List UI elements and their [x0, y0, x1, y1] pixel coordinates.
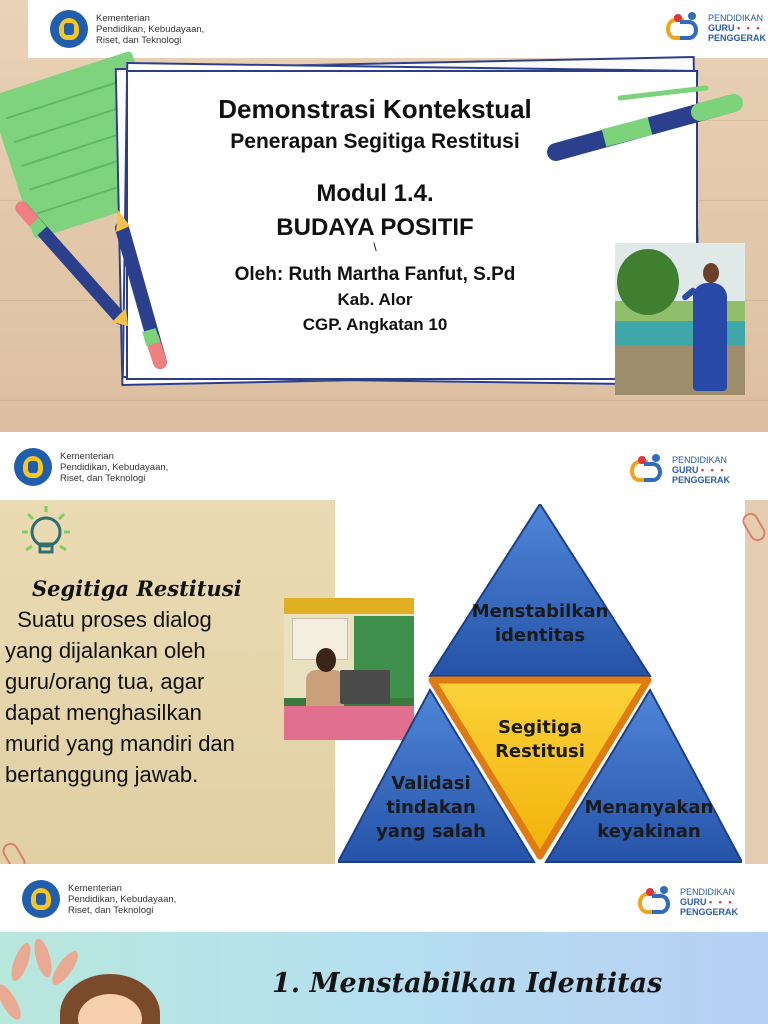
left-pencil-icon: [22, 208, 128, 326]
pgp-line: PENDIDIKAN: [680, 887, 736, 897]
modul-number: Modul 1.4.: [316, 180, 434, 207]
slide-1-title: Demonstrasi Kontekstual: [218, 94, 532, 124]
definition-line: Suatu proses dialog: [5, 607, 212, 632]
restitution-triangle-diagram: [338, 504, 742, 864]
definition-line: dapat menghasilkan: [5, 700, 202, 725]
slide-2-header: [0, 432, 768, 500]
pgp-line: GURU • • •: [680, 897, 734, 907]
definition-line: yang dijalankan oleh: [5, 638, 206, 663]
slide-1: [0, 0, 768, 432]
author-photo: [615, 243, 745, 395]
guru-penggerak-logo-block: [638, 886, 738, 918]
definition-line: murid yang mandiri dan: [5, 731, 235, 756]
kemen-line: Kementerian: [60, 450, 114, 462]
triangle-center-label: Segitiga Restitusi: [495, 717, 585, 762]
modul-topic: BUDAYA POSITIF: [276, 214, 474, 241]
kemen-line: Riset, dan Teknologi: [68, 904, 154, 916]
kemen-line: Pendidikan, Kebudayaan,: [60, 461, 169, 473]
stray-backslash: \: [373, 240, 377, 254]
region-line: Kab. Alor: [337, 290, 413, 309]
kemen-line: Riset, dan Teknologi: [60, 472, 146, 484]
kemen-line: Pendidikan, Kebudayaan,: [68, 893, 177, 905]
kemen-line: Kementerian: [68, 882, 122, 894]
triangle-right-label: Menanyakan keyakinan: [584, 797, 714, 842]
guru-penggerak-logo-block: [630, 454, 730, 486]
restitution-definition: [5, 604, 285, 790]
kemendikbud-logo-block: [22, 880, 176, 918]
lightbulb-icon: [12, 502, 84, 568]
pgp-line: PENGGERAK: [672, 475, 731, 485]
definition-line: bertanggung jawab.: [5, 762, 199, 787]
right-pencil-icon: [116, 210, 160, 362]
cohort-line: CGP. Angkatan 10: [302, 315, 448, 334]
guru-penggerak-logo-icon: [630, 454, 666, 486]
kemendikbud-logo-icon: [14, 448, 52, 486]
triangle-left-label: Validasi tindakan yang salah: [376, 773, 486, 842]
guru-penggerak-text: [680, 887, 738, 917]
kemen-line: Riset, dan Teknologi: [96, 34, 182, 46]
pgp-line: PENGGERAK: [708, 33, 767, 43]
slide-3-title: 1. Menstabilkan Identitas: [272, 968, 663, 999]
kemen-line: Pendidikan, Kebudayaan,: [96, 23, 205, 35]
slide-1-subtitle: Penerapan Segitiga Restitusi: [230, 130, 520, 153]
definition-line: guru/orang tua, agar: [5, 669, 205, 694]
triangle-top: [430, 504, 650, 676]
slide-3-header: [0, 864, 768, 932]
kemendikbud-logo-block: [14, 448, 168, 486]
guru-penggerak-logo-icon: [638, 886, 674, 918]
triangle-top-label: Menstabilkan identitas: [471, 601, 609, 646]
pgp-line: PENDIDIKAN: [672, 455, 728, 465]
kemendikbud-text: [68, 883, 176, 916]
kemendikbud-logo-icon: [22, 880, 60, 918]
restitution-heading: Segitiga Restitusi: [32, 576, 242, 601]
pgp-line: PENGGERAK: [680, 907, 739, 917]
slide-2: [0, 432, 768, 864]
guru-penggerak-text: [672, 455, 730, 485]
kemen-line: Kementerian: [96, 12, 150, 24]
pgp-line: GURU • • •: [672, 465, 726, 475]
author-line: Oleh: Ruth Martha Fanfut, S.Pd: [234, 264, 516, 285]
slide-3: [0, 864, 768, 1024]
pgp-line: GURU • • •: [708, 23, 762, 33]
pgp-line: PENDIDIKAN: [708, 13, 764, 23]
kemendikbud-text: [60, 451, 168, 484]
slide-2-wood-edge: [745, 500, 768, 864]
